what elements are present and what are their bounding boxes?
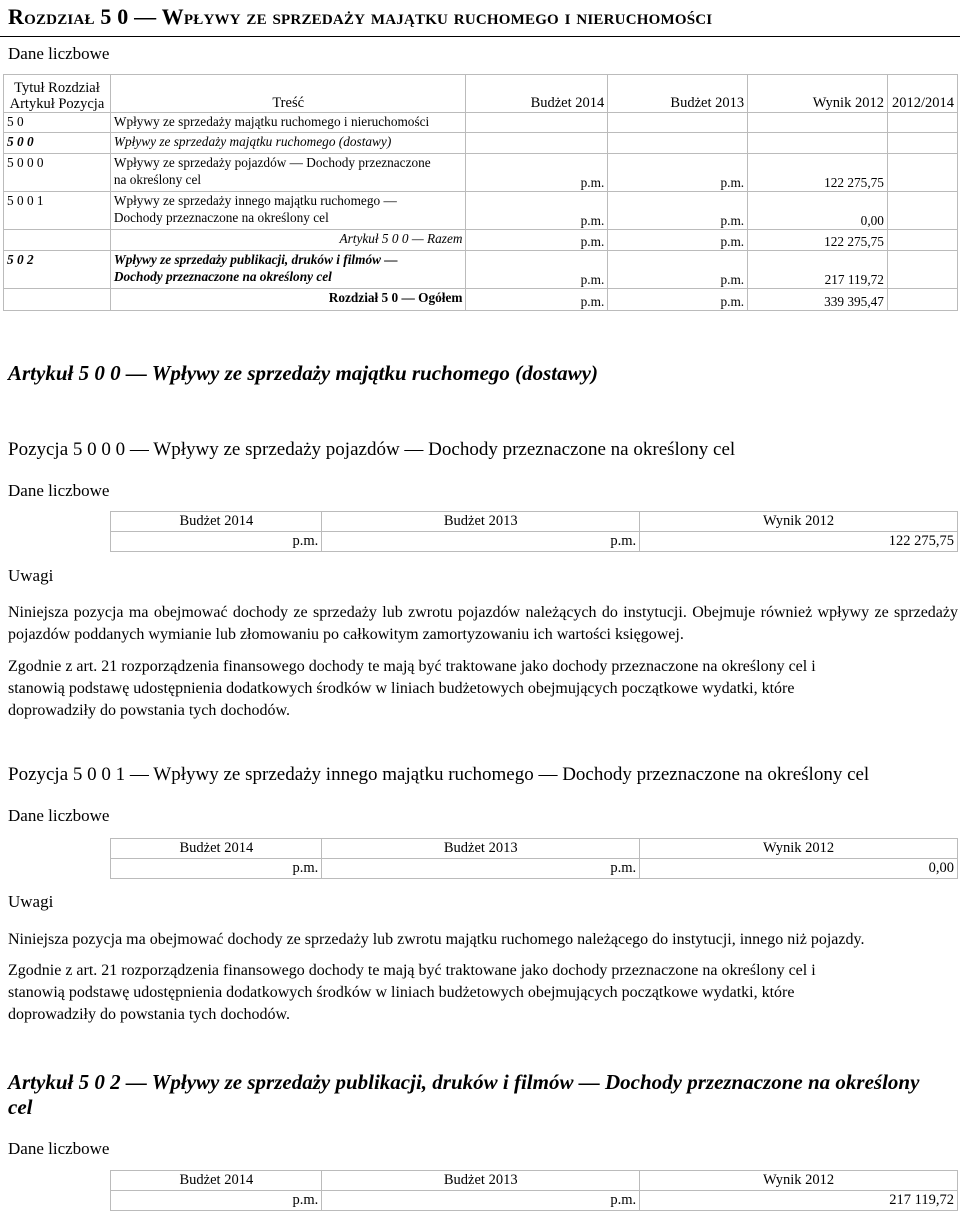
page-title: Rozdział 5 0 — Wpływy ze sprzedaży majątku ruchomego i nieruchomości: [8, 4, 713, 29]
row-text: [110, 154, 466, 192]
row-text: [110, 192, 466, 230]
row-w2012: 122 275,75: [748, 230, 888, 251]
row-w2012: 217 119,72: [748, 251, 888, 289]
row-text-line: Dochody przeznaczone na określony cel: [113, 210, 329, 225]
row-code: 5 0 0 0: [4, 154, 111, 192]
col-b2013: Budżet 2013: [322, 839, 640, 859]
position-5001-paragraph-1: Niniejsza pozycja ma obejmować dochody ze sprzedaży lub zwrotu majątku ruchomego należącego do instytucji, innego niż pojazdy.: [8, 931, 865, 948]
position-5001-heading: Pozycja 5 0 0 1 — Wpływy ze sprzedaży innego majątku ruchomego — Dochody przeznaczone na określony cel: [8, 764, 870, 785]
table-header-row: [4, 75, 958, 113]
row-text: Artykuł 5 0 0 — Razem: [110, 230, 466, 251]
paragraph-line: doprowadziły do powstania tych dochodów.: [8, 702, 291, 719]
dane-liczbowe-label: Dane liczbowe: [8, 1139, 110, 1158]
row-w2012: 122 275,75: [748, 154, 888, 192]
paragraph-line: Zgodnie z art. 21 rozporządzenia finansowego dochody te mają być traktowane jako dochody przeznaczone na określony cel i: [8, 658, 816, 675]
row-b2014: [466, 133, 608, 154]
header-ratio: 2012/2014: [887, 75, 957, 113]
table-row-total: [4, 289, 958, 311]
row-b2013: [608, 113, 748, 133]
row-text: Rozdział 5 0 — Ogółem: [110, 289, 466, 311]
row-w2012: 339 395,47: [748, 289, 888, 311]
row-code: [4, 230, 111, 251]
val-w2012: 217 119,72: [640, 1191, 958, 1211]
chapter-summary-table: [3, 74, 958, 311]
val-w2012: 122 275,75: [640, 532, 958, 552]
article-500-heading: Artykuł 5 0 0 — Wpływy ze sprzedaży majątku ruchomego (dostawy): [8, 361, 598, 385]
col-b2013: Budżet 2013: [322, 512, 640, 532]
row-ratio: [887, 230, 957, 251]
val-w2012: 0,00: [640, 859, 958, 879]
dane-liczbowe-label: Dane liczbowe: [8, 44, 110, 63]
row-code: 5 0 0: [4, 133, 111, 154]
row-b2014: p.m.: [466, 230, 608, 251]
header-b2014: Budżet 2014: [466, 75, 608, 113]
paragraph-line: stanowią podstawę udostępnienia dodatkowych środków w liniach budżetowych obejmujących początkowe wydatki, które: [8, 680, 795, 697]
row-text: Wpływy ze sprzedaży majątku ruchomego i nieruchomości: [110, 113, 466, 133]
header-code-line2: Artykuł Pozycja: [9, 96, 105, 112]
dane-liczbowe-label: Dane liczbowe: [8, 806, 110, 825]
row-w2012: [748, 113, 888, 133]
row-w2012: 0,00: [748, 192, 888, 230]
position-5000-budget-table: [3, 511, 958, 552]
position-5000-heading: Pozycja 5 0 0 0 — Wpływy ze sprzedaży pojazdów — Dochody przeznaczone na określony cel: [8, 439, 736, 460]
row-w2012: [748, 133, 888, 154]
blank-cell: [3, 532, 111, 552]
row-code: 5 0: [4, 113, 111, 133]
header-w2012: Wynik 2012: [748, 75, 888, 113]
row-ratio: [887, 133, 957, 154]
blank-cell: [3, 512, 111, 532]
col-b2014: Budżet 2014: [111, 839, 322, 859]
val-b2013: p.m.: [322, 859, 640, 879]
row-text: Wpływy ze sprzedaży majątku ruchomego (dostawy): [110, 133, 466, 154]
row-b2014: [466, 113, 608, 133]
header-tresc: Treść: [110, 75, 466, 113]
uwagi-label: Uwagi: [8, 566, 54, 585]
table-row-subtotal: [4, 230, 958, 251]
row-text-line: Wpływy ze sprzedaży pojazdów — Dochody przeznaczone: [113, 155, 431, 170]
paragraph-line: Zgodnie z art. 21 rozporządzenia finansowego dochody te mają być traktowane jako dochody przeznaczone na określony cel i: [8, 962, 816, 979]
row-text-line: na określony cel: [113, 172, 202, 187]
dane-liczbowe-label: Dane liczbowe: [8, 481, 110, 500]
row-b2014: p.m.: [466, 154, 608, 192]
title-divider: [0, 36, 960, 37]
col-b2014: Budżet 2014: [111, 512, 322, 532]
row-ratio: [887, 154, 957, 192]
blank-cell: [3, 1191, 111, 1211]
col-b2014: Budżet 2014: [111, 1171, 322, 1191]
table-row: [4, 192, 958, 230]
row-ratio: [887, 251, 957, 289]
table-row: [4, 133, 958, 154]
val-b2013: p.m.: [322, 532, 640, 552]
table-row: [4, 251, 958, 289]
paragraph-line: stanowią podstawę udostępnienia dodatkowych środków w liniach budżetowych obejmujących początkowe wydatki, które: [8, 984, 795, 1001]
row-ratio: [887, 192, 957, 230]
row-text: [110, 251, 466, 289]
article-502-heading: [8, 1070, 919, 1120]
val-b2014: p.m.: [111, 532, 322, 552]
row-text-line: Wpływy ze sprzedaży innego majątku ruchomego —: [113, 193, 397, 208]
row-b2013: p.m.: [608, 230, 748, 251]
row-code: [4, 289, 111, 311]
blank-cell: [3, 859, 111, 879]
table-row: [4, 154, 958, 192]
row-ratio: [887, 289, 957, 311]
table-row: [4, 113, 958, 133]
val-b2014: p.m.: [111, 859, 322, 879]
col-w2012: Wynik 2012: [640, 839, 958, 859]
heading-line: cel: [8, 1095, 33, 1119]
row-b2014: p.m.: [466, 192, 608, 230]
position-5001-budget-table: [3, 838, 958, 879]
position-5000-paragraph-2: [8, 656, 958, 722]
col-b2013: Budżet 2013: [322, 1171, 640, 1191]
row-code: 5 0 2: [4, 251, 111, 289]
val-b2013: p.m.: [322, 1191, 640, 1211]
paragraph-line: doprowadziły do powstania tych dochodów.: [8, 1006, 291, 1023]
row-ratio: [887, 113, 957, 133]
col-w2012: Wynik 2012: [640, 512, 958, 532]
col-w2012: Wynik 2012: [640, 1171, 958, 1191]
position-5001-paragraph-2: [8, 960, 958, 1026]
position-5000-paragraph-1: Niniejsza pozycja ma obejmować dochody ze sprzedaży lub zwrotu pojazdów należących do instytucji. Obejmuje również wpływy ze sprzedaży pojazdów poddanych wymianie lub złomowaniu po całkowitym zamortyzowaniu ich wartości księgowej.: [8, 604, 958, 643]
val-b2014: p.m.: [111, 1191, 322, 1211]
row-code: 5 0 0 1: [4, 192, 111, 230]
row-b2013: p.m.: [608, 192, 748, 230]
uwagi-label: Uwagi: [8, 892, 54, 911]
row-b2013: p.m.: [608, 289, 748, 311]
header-code-line1: Tytuł Rozdział: [14, 80, 100, 96]
blank-cell: [3, 839, 111, 859]
article-502-budget-table: [3, 1170, 958, 1211]
row-b2013: p.m.: [608, 251, 748, 289]
row-text-line: Wpływy ze sprzedaży publikacji, druków i filmów —: [113, 252, 398, 267]
blank-cell: [3, 1171, 111, 1191]
row-b2013: [608, 133, 748, 154]
header-code: [4, 75, 111, 113]
heading-line: Artykuł 5 0 2 — Wpływy ze sprzedaży publikacji, druków i filmów — Dochody przeznaczone na określony: [8, 1070, 920, 1094]
row-b2014: p.m.: [466, 289, 608, 311]
row-b2014: p.m.: [466, 251, 608, 289]
header-b2013: Budżet 2013: [608, 75, 748, 113]
row-b2013: p.m.: [608, 154, 748, 192]
row-text-line: Dochody przeznaczone na określony cel: [113, 269, 332, 284]
